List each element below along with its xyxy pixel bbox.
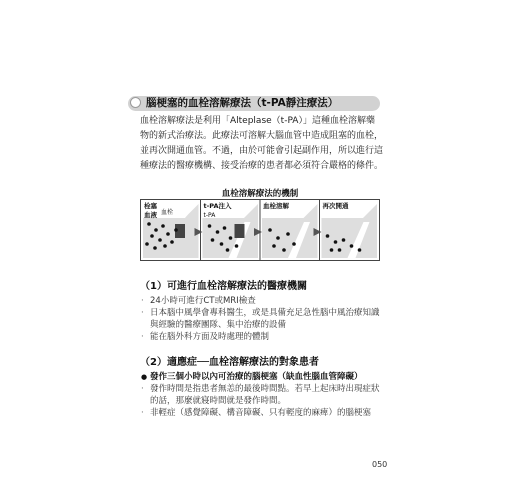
list-item: 與經驗的醫療團隊、集中治療的設備 (150, 320, 287, 330)
panel-label: t-PA注入 (203, 202, 232, 210)
mechanism-diagram-svg (141, 200, 379, 260)
blood-cell-dot (342, 238, 346, 242)
blood-cell-dot (268, 228, 272, 232)
intro-line: 並再次開通血管。不過，由於可能會引起副作用，所以進行這 (140, 146, 384, 156)
blood-cell-dot (358, 248, 362, 252)
blood-cell-dot (229, 236, 233, 240)
banner-title: 腦梗塞的血栓溶解療法（t-PA靜注療法） (146, 97, 339, 109)
blood-cell-dot (330, 248, 334, 252)
blood-cell-dot (216, 230, 220, 234)
section2-list (140, 371, 380, 419)
intro-line: 種療法的醫療機構、接受治療的患者都必須符合嚴格的條件。 (140, 161, 384, 171)
list-item: · 非輕症（感覺障礙、構音障礙、只有輕度的麻痺）的腦梗塞 (141, 408, 372, 418)
blood-cell-dot (334, 240, 338, 244)
blood-cell-dot (276, 236, 280, 240)
blood-cell-dot (150, 234, 154, 238)
section-banner (128, 96, 380, 111)
blood-cell-dot (174, 228, 178, 232)
blood-cell-dot (166, 232, 170, 236)
list-item-bold: ● 發作三個小時以內可治療的腦梗塞（缺血性腦血管障礙） (141, 372, 363, 382)
thrombus (235, 224, 245, 238)
panel-label: 血液 (144, 211, 157, 219)
blood-cell-dot (170, 240, 174, 244)
intro-paragraph (140, 114, 388, 174)
blood-cell-dot (158, 238, 162, 242)
intro-line: 血栓溶解療法是利用「Alteplase（t-PA）」這種血栓溶解藥 (140, 116, 375, 126)
blood-cell-dot (147, 222, 151, 226)
blood-cell-dot (211, 238, 215, 242)
blood-cell-dot (272, 244, 276, 248)
circle-bullet-icon (130, 97, 141, 108)
blood-cell-dot (350, 244, 354, 248)
blood-cell-dot (163, 244, 167, 248)
diagram-title: 血栓溶解療法的機制 (221, 189, 299, 199)
list-item: 的話，那麼就寢時間就是發作時間。 (150, 396, 287, 406)
blood-cell-dot (223, 226, 227, 230)
blood-cell-dot (338, 248, 342, 252)
section1-list (140, 295, 380, 343)
mechanism-diagram (140, 199, 380, 261)
blood-cell-dot (220, 242, 224, 246)
page-number: 050 (372, 460, 388, 469)
blood-cell-dot (235, 244, 239, 248)
list-item: · 發作時間是指患者無恙的最後時間點。若早上起床時出現症狀 (141, 384, 380, 394)
blood-cell-dot (154, 228, 158, 232)
list-item: · 能在腦外科方面及時處理的體制 (141, 332, 270, 342)
section1-heading: （1）可進行血栓溶解療法的醫療機關 (140, 281, 307, 292)
section2-heading: （2）適應症──血栓溶解療法的對象患者 (140, 357, 319, 368)
list-item: · 日本腦中風學會專科醫生，或是具備充足急性腦中風治療知識 (141, 308, 380, 318)
blood-cell-dot (326, 234, 330, 238)
panel-sublabel: t-PA (203, 212, 216, 219)
intro-line: 物的新式治療法。此療法可溶解大腦血管中造成阻塞的血栓， (140, 131, 384, 141)
blood-cell-dot (153, 246, 157, 250)
blood-cell-dot (226, 248, 230, 252)
list-item: · 24小時可進行CT或MRI檢查 (141, 296, 256, 306)
blood-cell-dot (286, 232, 290, 236)
blood-cell-dot (161, 224, 165, 228)
blood-cell-dot (208, 224, 212, 228)
blood-cell-dot (282, 248, 286, 252)
panel-sublabel: 血栓 (161, 209, 174, 216)
panel-label: 血栓溶解 (263, 202, 289, 210)
blood-cell-dot (145, 242, 149, 246)
panel-label: 再次開通 (322, 202, 349, 210)
panel-label: 栓塞 (144, 202, 157, 210)
blood-cell-dot (292, 242, 296, 246)
